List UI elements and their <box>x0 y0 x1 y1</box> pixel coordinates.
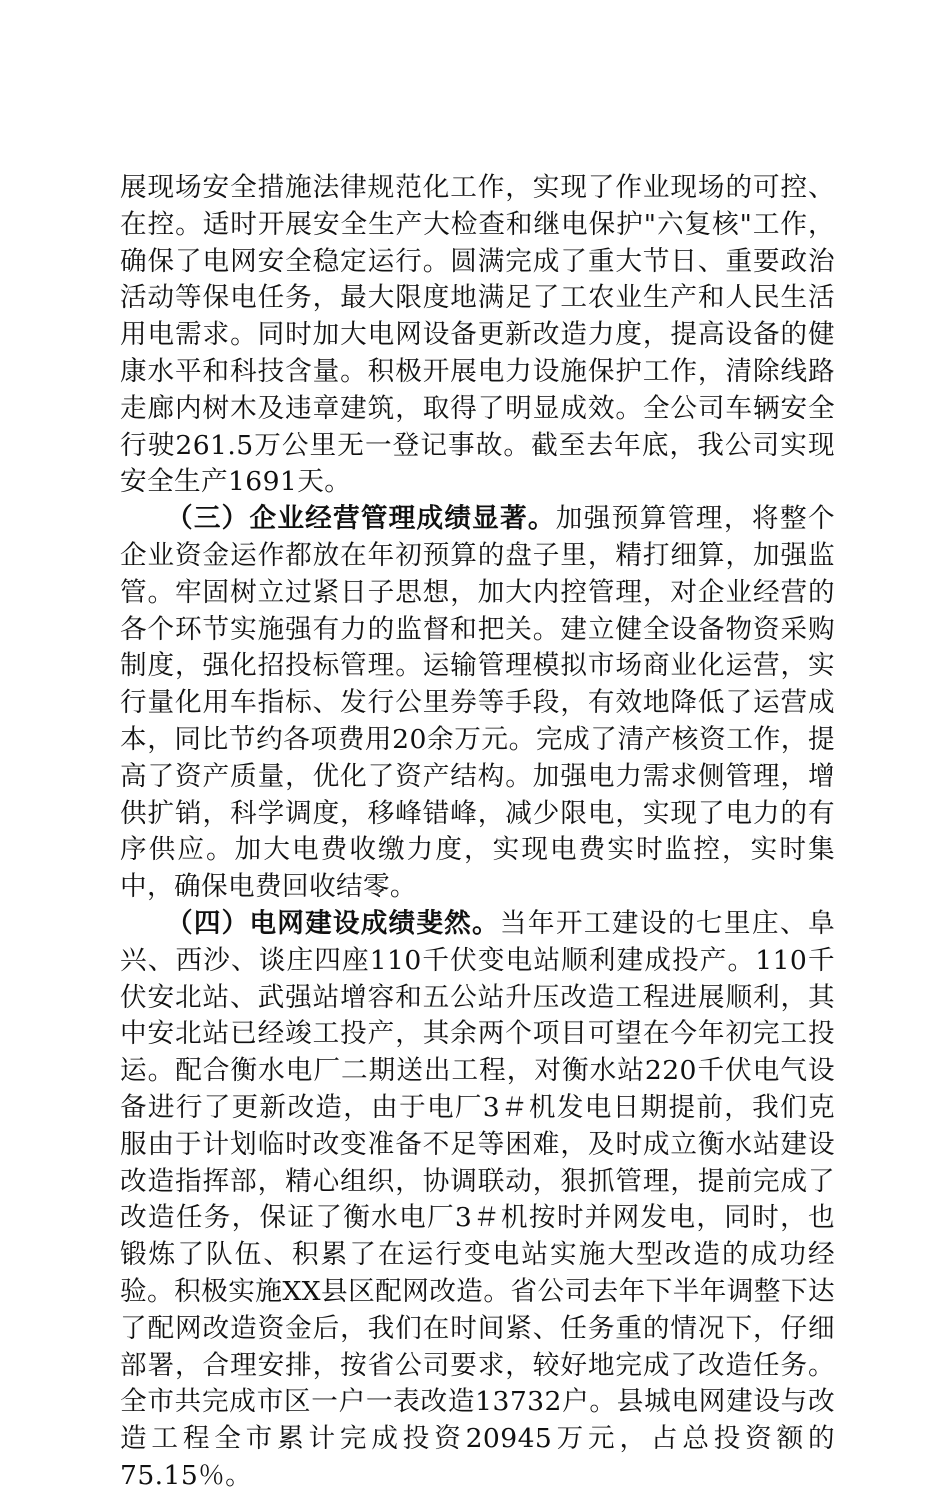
section-heading-business-management: （三）企业经营管理成绩显著。 <box>166 503 556 535</box>
paragraph-body: 加强预算管理，将整个企业资金运作都放在年初预算的盘子里，精打细算，加强监管。牢固树立过紧日子思想，加大内控管理，对企业经营的各个环节实施强有力的监督和把关。建立健全设备物资采购制度，强化招投标管理。运输管理模拟市场商业化运营，实行量化用车指标、发行公里券等手段，有效地降低了运营成本，同比节约各项费用20余万元。完成了清产核资工作，提高了资产质量，优化了资产结构。加强电力需求侧管理，增供扩销，科学调度，移峰错峰，减少限电，实现了电力的有序供应。加大电费收缴力度，实现电费实时监控，实时集中，确保电费回收结零。 <box>120 503 835 903</box>
paragraph-safety-work <box>120 170 835 501</box>
paragraph-body: 当年开工建设的七里庄、阜兴、西沙、谈庄四座110千伏变电站顺利建成投产。110千伏安北站、武强站增容和五公站升压改造工程进展顺利，其中安北站已经竣工投产，其余两个项目可望在今年初完工投运。配合衡水电厂二期送出工程，对衡水站220千伏电气设备进行了更新改造，由于电厂3＃机发电日期提前，我们克服由于计划临时改变准备不足等困难，及时成立衡水站建设改造指挥部，精心组织，协调联动，狠抓管理，提前完成了改造任务，保证了衡水电厂3＃机按时并网发电，同时，也锻炼了队伍、积累了在运行变电站实施大型改造的成功经验。积极实施XX县区配网改造。省公司去年下半年调整下达了配网改造资金后，我们在时间紧、任务重的情况下，仔细部署，合理安排，按省公司要求，较好地完成了改造任务。全市共完成市区一户一表改造13732户。县城电网建设与改造工程全市累计完成投资20945万元，占总投资额的75.15％。 <box>120 907 835 1491</box>
section-heading-grid-construction: （四）电网建设成绩斐然。 <box>166 907 500 939</box>
paragraph-grid-construction <box>120 906 835 1495</box>
paragraph-body: 展现场安全措施法律规范化工作，实现了作业现场的可控、在控。适时开展安全生产大检查和继电保护"六复核"工作，确保了电网安全稳定运行。圆满完成了重大节日、重要政治活动等保电任务，最大限度地满足了工农业生产和人民生活用电需求。同时加大电网设备更新改造力度，提高设备的健康水平和科技含量。积极开展电力设施保护工作，清除线路走廊内树木及违章建筑，取得了明显成效。全公司车辆安全行驶261.5万公里无一登记事故。截至去年底，我公司实现安全生产1691天。 <box>120 172 835 498</box>
paragraph-business-management <box>120 501 835 906</box>
document-page <box>120 170 835 1495</box>
